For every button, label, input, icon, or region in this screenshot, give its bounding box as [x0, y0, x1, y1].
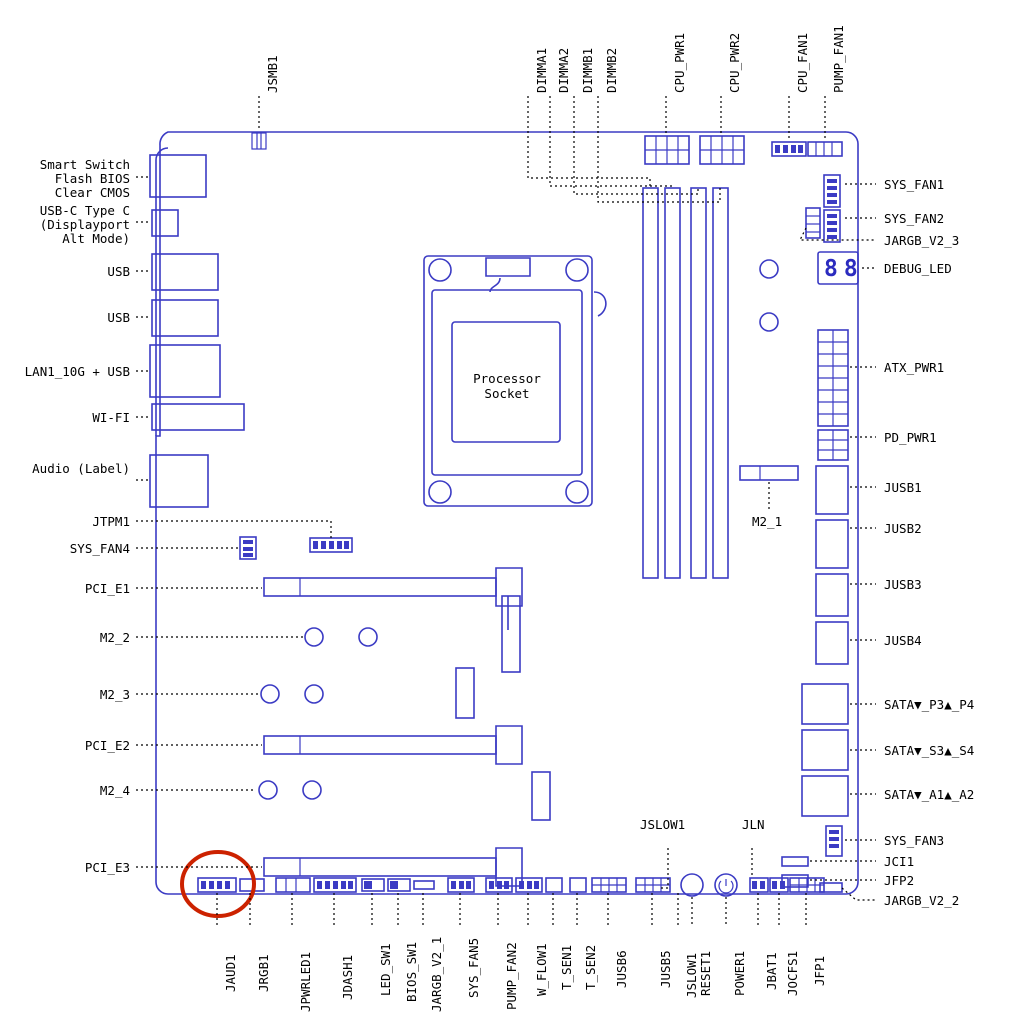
label-jusb2: JUSB2 [884, 521, 922, 536]
label-sys-fan3: SYS_FAN3 [884, 833, 945, 848]
label-jusb6: JUSB6 [614, 950, 629, 988]
label-flash-bios: Flash BIOS [54, 171, 130, 186]
label-jargb-v2-2: JARGB_V2_2 [884, 893, 960, 908]
label-jpwrled1: JPWRLED1 [298, 951, 313, 1012]
label-jargb-v2-3: JARGB_V2_3 [884, 233, 960, 248]
processor-socket-label [452, 371, 562, 401]
label-sata-p3-p4: SATA▼_P3▲_P4 [884, 697, 975, 712]
label-cpu-fan1: CPU_FAN1 [795, 32, 810, 93]
label-smart-switch: Smart Switch [39, 157, 130, 172]
label-usb-1: USB [107, 264, 130, 279]
label-jusb1: JUSB1 [884, 480, 922, 495]
label-sata-s3-s4: SATA▼_S3▲_S4 [884, 743, 975, 758]
label-t-sen1: T_SEN1 [559, 944, 574, 990]
label-pd-pwr1: PD_PWR1 [884, 430, 937, 445]
label-jocfs1: JOCFS1 [785, 950, 800, 996]
label-m2-1: M2_1 [752, 514, 783, 529]
label-sys-fan4: SYS_FAN4 [69, 541, 130, 556]
label-jrgb1: JRGB1 [256, 954, 271, 992]
debug-led-value: 88 [824, 256, 864, 282]
label-jargb-v2-1: JARGB_V2_1 [429, 936, 444, 1012]
label-wifi: WI-FI [92, 410, 130, 425]
label-cpu-pwr2: CPU_PWR2 [727, 32, 742, 93]
label-led-sw1: LED_SW1 [378, 943, 393, 996]
label-power1: POWER1 [732, 950, 747, 996]
label-m2-4: M2_4 [99, 783, 130, 798]
label-reset1: RESET1 [698, 950, 713, 996]
label-jusb4: JUSB4 [884, 633, 922, 648]
label-jaud1: JAUD1 [223, 954, 238, 992]
label-pci-e3: PCI_E3 [84, 860, 130, 875]
label-sys-fan2: SYS_FAN2 [884, 211, 945, 226]
label-sys-fan1: SYS_FAN1 [884, 177, 945, 192]
label-displayport: (Displayport [39, 217, 130, 232]
label-jusb3: JUSB3 [884, 577, 922, 592]
label-m2-2: M2_2 [99, 630, 130, 645]
label-usb-c: USB-C Type C [39, 203, 130, 218]
label-jfp1: JFP1 [812, 955, 827, 986]
label-atx-pwr1: ATX_PWR1 [884, 360, 945, 375]
label-alt-mode: Alt Mode) [62, 231, 130, 246]
label-jslow1-bottom: JSLOW1 [684, 952, 699, 998]
label-jsmb1: JSMB1 [265, 55, 280, 93]
socket-label-line1: Processor [473, 371, 541, 386]
label-jbat1: JBAT1 [764, 952, 779, 990]
label-pump-fan2: PUMP_FAN2 [504, 942, 519, 1010]
label-dimma1: DIMMA1 [534, 47, 549, 93]
label-jslow1-top: JSLOW1 [640, 817, 686, 832]
label-sys-fan5: SYS_FAN5 [466, 937, 481, 998]
label-t-sen2: T_SEN2 [583, 944, 598, 990]
label-pci-e1: PCI_E1 [84, 581, 130, 596]
label-pump-fan1: PUMP_FAN1 [831, 25, 846, 93]
label-dimma2: DIMMA2 [556, 47, 571, 93]
label-pci-e2: PCI_E2 [84, 738, 130, 753]
label-jci1: JCI1 [884, 854, 915, 869]
label-w-flow1: W_FLOW1 [534, 943, 549, 996]
label-jdash1: JDASH1 [340, 954, 355, 1000]
label-jfp2: JFP2 [884, 873, 915, 888]
label-cpu-pwr1: CPU_PWR1 [672, 32, 687, 93]
label-jtpm1: JTPM1 [92, 514, 130, 529]
label-jusb5: JUSB5 [658, 950, 673, 988]
label-jln: JLN [742, 817, 765, 832]
label-dimmb2: DIMMB2 [604, 47, 619, 93]
label-lan: LAN1_10G + USB [24, 364, 130, 379]
label-audio: Audio (Label) [32, 461, 130, 476]
label-clear-cmos: Clear CMOS [54, 185, 130, 200]
label-bios-sw1: BIOS_SW1 [404, 941, 419, 1002]
label-dimmb1: DIMMB1 [580, 47, 595, 93]
label-m2-3: M2_3 [99, 687, 130, 702]
label-usb-2: USB [107, 310, 130, 325]
socket-label-line2: Socket [484, 386, 530, 401]
label-sata-a1-a2: SATA▼_A1▲_A2 [884, 787, 975, 802]
label-debug-led: DEBUG_LED [884, 261, 952, 276]
